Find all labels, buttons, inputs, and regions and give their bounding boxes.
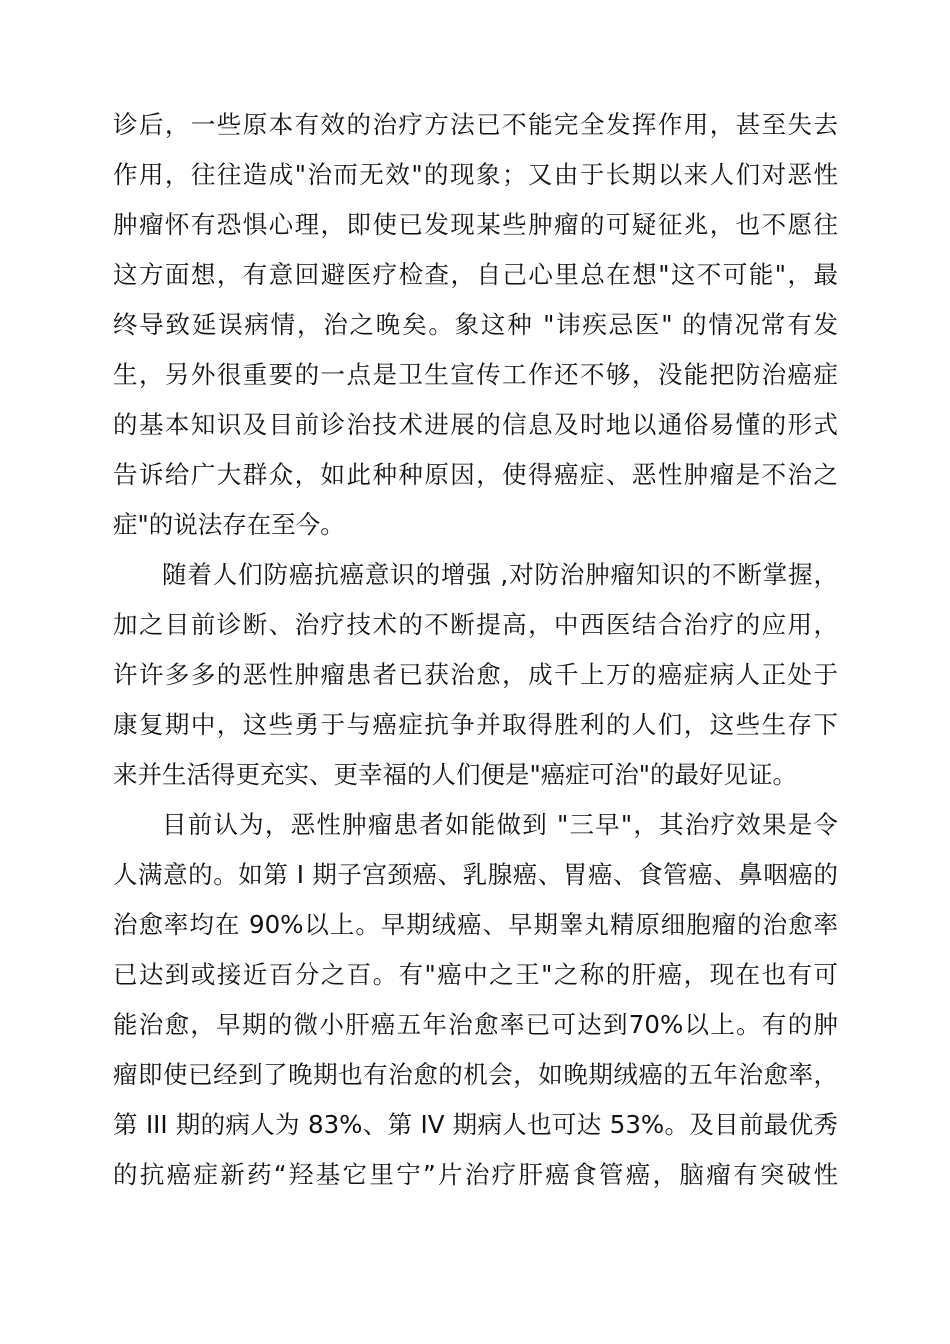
- text-line: 告诉给广大群众，如此种种原因，使得癌症、恶性肿瘤是不治之: [113, 460, 838, 489]
- text-line: 肿瘤怀有恐惧心理，即使已发现某些肿瘤的可疑征兆，也不愿往: [113, 210, 838, 239]
- text-line: 随着人们防癌抗癌意识的增强 ,对防治肿瘤知识的不断掌握，: [162, 560, 838, 589]
- text-line: 症"的说法存在至今。: [113, 510, 345, 539]
- body-text: [113, 100, 838, 1200]
- text-line: 的基本知识及目前诊治技术进展的信息及时地以通俗易懂的形式: [113, 410, 838, 439]
- text-line: 瘤即使已经到了晚期也有治愈的机会，如晚期绒癌的五年治愈率，: [113, 1060, 838, 1089]
- paragraph-3: [113, 800, 838, 1200]
- text-line: 生，另外很重要的一点是卫生宣传工作还不够，没能把防治癌症: [113, 360, 838, 389]
- text-line: 的抗癌症新药“羟基它里宁”片治疗肝癌食管癌，脑瘤有突破性: [113, 1160, 838, 1189]
- text-line: 作用，往往造成"治而无效"的现象；又由于长期以来人们对恶性: [113, 160, 838, 189]
- text-line: 诊后，一些原本有效的治疗方法已不能完全发挥作用，甚至失去: [113, 110, 838, 139]
- text-line: 终导致延误病情，治之晚矣。象这种 "讳疾忌医" 的情况常有发: [113, 310, 838, 339]
- paragraph-2: [113, 550, 838, 800]
- text-line: 这方面想，有意回避医疗检查，自己心里总在想"这不可能"，最: [113, 260, 838, 289]
- text-line: 能治愈，早期的微小肝癌五年治愈率已可达到70%以上。有的肿: [113, 1010, 838, 1039]
- text-line: 已达到或接近百分之百。有"癌中之王"之称的肝癌，现在也有可: [113, 960, 838, 989]
- paragraph-1: [113, 100, 838, 550]
- text-line: 目前认为，恶性肿瘤患者如能做到 "三早"，其治疗效果是令: [162, 810, 838, 839]
- text-line: 治愈率均在 90%以上。早期绒癌、早期睾丸精原细胞瘤的治愈率: [113, 910, 838, 939]
- text-line: 康复期中，这些勇于与癌症抗争并取得胜利的人们，这些生存下: [113, 710, 838, 739]
- text-line: 来并生活得更充实、更幸福的人们便是"癌症可治"的最好见证。: [113, 760, 798, 789]
- text-line: 第 III 期的病人为 83%、第 IV 期病人也可达 53%。及目前最优秀: [113, 1110, 838, 1139]
- text-line: 许许多多的恶性肿瘤患者已获治愈，成千上万的癌症病人正处于: [113, 660, 838, 689]
- text-line: 加之目前诊断、治疗技术的不断提高，中西医结合治疗的应用，: [113, 610, 838, 639]
- text-line: 人满意的。如第 I 期子宫颈癌、乳腺癌、胃癌、食管癌、鼻咽癌的: [113, 860, 838, 889]
